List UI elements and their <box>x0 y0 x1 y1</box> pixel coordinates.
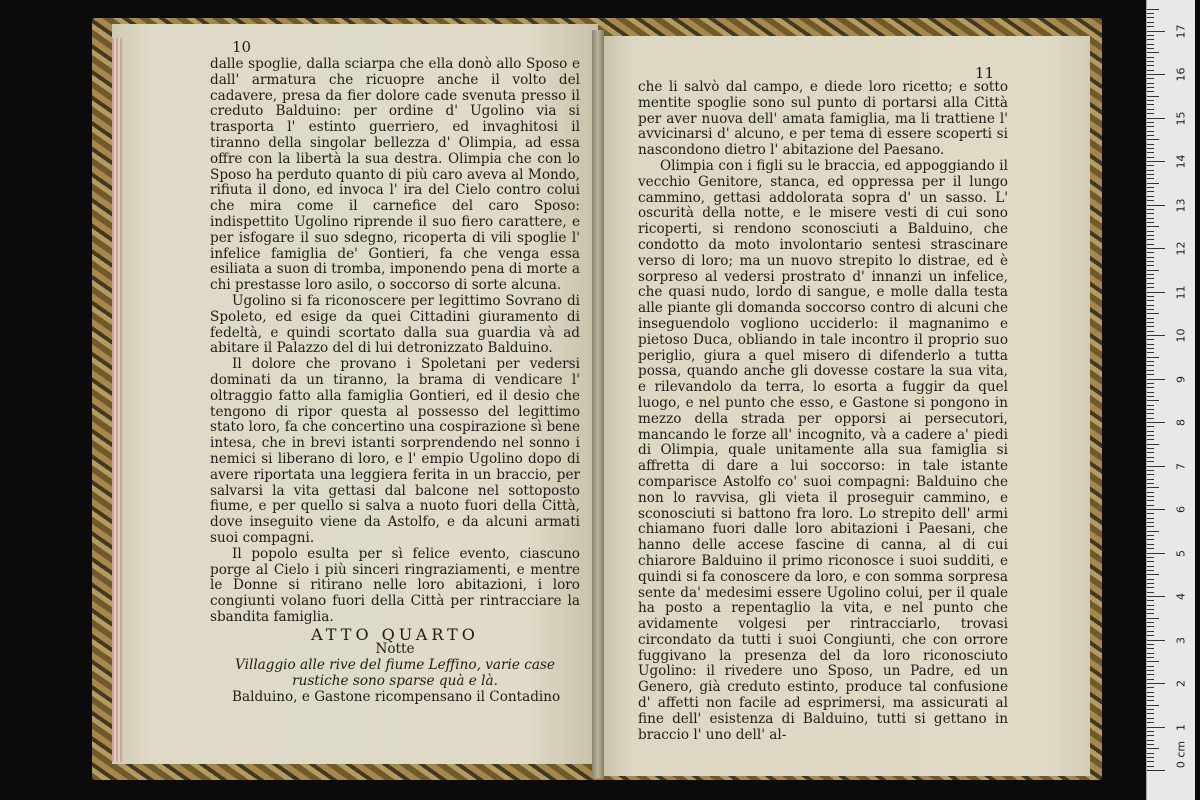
ruler-tick <box>1147 753 1154 754</box>
ruler-tick <box>1147 474 1154 475</box>
ruler-tick <box>1147 622 1154 623</box>
ruler-tick <box>1147 209 1154 210</box>
ruler-tick <box>1147 48 1154 49</box>
ruler-tick <box>1147 740 1154 741</box>
ruler-tick <box>1147 648 1154 649</box>
ruler-tick <box>1147 91 1154 92</box>
paragraph: Il dolore che provano i Spoletani per vedersi dominati da un tiranno, la brama di vendicare l' oltraggio fatto alla famiglia Gontieri, ed il desio che tengono di ripor questa al possesso del legittimo stato loro, fa che concertino una cospirazione sì bene intesa, che in brevi istanti sorprendendo nel sonno i nemici si liberano di loro, e l' empio Ugolino dopo di avere riportata una leggiera ferita in un braccio, per salvarsi la vita gettasi dal balcone nel sottoposto fiume, e per quello si salva a nuoto fuori della Città, dove inseguito viene da Astolfo, e da alcuni armati suoi compagni. <box>210 356 580 546</box>
ruler-tick <box>1147 396 1154 397</box>
ruler-tick <box>1147 535 1154 536</box>
ruler-tick <box>1147 531 1159 532</box>
book-gutter <box>592 30 604 778</box>
ruler-tick <box>1147 231 1154 232</box>
ruler-tick <box>1147 83 1154 84</box>
paragraph: Olimpia con i figli su le braccia, ed appoggiando il vecchio Genitore, stanca, ed oppressa per il lungo cammino, gettasi addolorata sopra d' un sasso. L' oscurità della notte, e le misere vesti di cui sono ricoperti, si rendono sconosciuti a Balduino, che condotto da moto involontario sentesi strascinare verso di loro; ma un nuovo strepito lo distrae, ed è sorpreso al vedersi prostrato d' innanzi un infelice, che quasi nudo, lordo di sangue, e molle dalla testa alle piante gli domanda soccorso contro di alcuni che inseguendolo vogliono ucciderlo: il magnanimo e pietoso Duca, obliando in tale incontro il proprio suo periglio, giura a quel misero di difenderlo a tutta possa, quando anche gli dovesse costare la sua vita, e rilevandolo da terra, lo esorta a fuggir da quel luogo, e nel punto che esso, e Gastone si pongono in mezzo della strada per opporsi ai persecutori, mancando le forze all' incognito, và a cadere a' piedi di Olimpia, quale unitamente alla sua famiglia si affretta di dare a lui soccorso: in tale istante comparisce Astolfo co' suoi compagni: Balduino che non lo ravvisa, gli vieta il proseguir cammino, e sconosciuti si battono fra loro. Lo strepito dell' armi chiamano fuori dalle loro abitazioni i Paesani, che hanno delle accese fascine di canna, al di cui chiarore Balduino il primo riconosce i suoi sudditi, e quindi si fa conoscere da loro, e con somma sorpresa sente da' medesimi essere Ugolino colui, per il quale ha posto a repentaglio la vita, e nel punto che avidamente volgesi per rintracciarlo, trovasi circondato da tutti i suoi Congiunti, che con orrore fuggivano la presenza del da loro riconosciuto Ugolino: il rivedere uno Sposo, un Padre, ed un Genero, già creduto estinto, produce tal confusione d' affetti non facile ad esprimersi, ma assicurati al fine dell' esistenza di Balduino, tutti si gettano in braccio l' uno dell' al- <box>638 157 1008 743</box>
ruler-tick <box>1147 635 1154 636</box>
ruler-tick <box>1147 183 1159 184</box>
ruler-tick <box>1147 735 1154 736</box>
ruler-tick <box>1147 561 1154 562</box>
ruler-label: 10 <box>1174 328 1188 343</box>
ruler-tick <box>1147 26 1154 27</box>
ruler-label: 14 <box>1174 154 1188 169</box>
ruler-tick <box>1147 13 1154 14</box>
ruler-tick <box>1147 696 1154 697</box>
ruler-tick <box>1147 361 1154 362</box>
ruler-tick <box>1147 583 1154 584</box>
ruler-label: 3 <box>1174 636 1188 644</box>
ruler-tick <box>1147 318 1154 319</box>
ruler-tick <box>1147 248 1165 249</box>
ruler-tick <box>1147 57 1154 58</box>
ruler-tick <box>1147 692 1154 693</box>
ruler-tick <box>1147 674 1154 675</box>
ruler-tick <box>1147 613 1154 614</box>
ruler-tick <box>1147 226 1159 227</box>
paragraph: Ugolino si fa riconoscere per legittimo Sovrano di Spoleto, ed esige da quei Cittadini giuramento di fedeltà, e quindi scortato dalla sua guardia và ad abitare il Palazzo del di lui detronizzato Balduino. <box>210 292 580 357</box>
paragraph: Il popolo esulta per sì felice evento, ciascuno porge al Cielo i più sinceri ringraziamenti, e mentre le Donne si ritirano nelle loro abitazioni, i loro congiunti volano fuori della Città per rintracciare la sbandita famiglia. <box>210 545 580 625</box>
ruler-tick <box>1147 722 1154 723</box>
ruler-tick <box>1147 274 1154 275</box>
ruler-tick <box>1147 448 1154 449</box>
ruler-tick <box>1147 461 1154 462</box>
ruler-tick <box>1147 370 1154 371</box>
ruler-tick <box>1147 426 1154 427</box>
ruler-label: 17 <box>1174 24 1188 38</box>
ruler-tick <box>1147 200 1154 201</box>
ruler-tick <box>1147 296 1154 297</box>
ruler-tick <box>1147 148 1154 149</box>
ruler-tick <box>1147 392 1154 393</box>
ruler-label: 4 <box>1174 593 1188 600</box>
ruler-tick <box>1147 405 1154 406</box>
ruler-tick <box>1147 757 1154 758</box>
ruler-label: 2 <box>1174 680 1188 687</box>
ruler-tick <box>1147 644 1154 645</box>
page-edges <box>112 38 122 762</box>
ruler-tick <box>1147 626 1154 627</box>
ruler-tick <box>1147 439 1154 440</box>
ruler-tick <box>1147 748 1159 749</box>
ruler-tick <box>1147 579 1154 580</box>
ruler-tick <box>1147 574 1159 575</box>
ruler-tick <box>1147 587 1154 588</box>
ruler-tick <box>1147 653 1154 654</box>
ruler-tick <box>1147 548 1154 549</box>
ruler-tick <box>1147 539 1154 540</box>
ruler-tick <box>1147 600 1154 601</box>
ruler-tick <box>1147 518 1154 519</box>
ruler-tick <box>1147 257 1154 258</box>
ruler-tick <box>1147 766 1154 767</box>
left-page <box>112 24 598 764</box>
ruler-tick <box>1147 31 1165 32</box>
ruler-tick <box>1147 522 1154 523</box>
ruler-tick <box>1147 631 1154 632</box>
ruler-tick <box>1147 348 1154 349</box>
ruler-tick <box>1147 235 1154 236</box>
ruler-tick <box>1147 505 1154 506</box>
ruler-tick <box>1147 713 1154 714</box>
stage-direction: Villaggio alle rive del fiume Leffino, varie case rustiche sono sparse quà e là. <box>235 657 555 690</box>
ruler-tick <box>1147 570 1154 571</box>
ruler-tick <box>1147 444 1159 445</box>
paragraph: che li salvò dal campo, e diede loro ricetto; e sotto mentite spoglie sono sul punto di portarsi alla Città per aver nuova dell' amata famiglia, ma li trattiene l' avvicinarsi d' alcuno, e per tema di essere scoperti si nascondono dietro l' abitazione del Paesano. <box>638 79 1008 159</box>
ruler-tick <box>1147 292 1165 293</box>
ruler-tick <box>1147 466 1165 467</box>
ruler-tick <box>1147 435 1154 436</box>
ruler-tick <box>1147 379 1165 380</box>
ruler-tick <box>1147 9 1159 10</box>
ruler-label: 5 <box>1174 549 1188 557</box>
ruler-tick <box>1147 666 1154 667</box>
ruler-tick <box>1147 500 1154 501</box>
ruler-tick <box>1147 335 1165 336</box>
ruler-tick <box>1147 309 1154 310</box>
ruler-tick <box>1147 492 1154 493</box>
ruler-tick <box>1147 265 1154 266</box>
ruler-tick <box>1147 287 1154 288</box>
ruler-tick <box>1147 387 1154 388</box>
ruler-tick <box>1147 152 1154 153</box>
ruler-tick <box>1147 683 1165 684</box>
ruler-tick <box>1147 509 1165 510</box>
ruler-tick <box>1147 374 1154 375</box>
ruler-tick <box>1147 718 1154 719</box>
ruler-tick <box>1147 452 1154 453</box>
ruler-tick <box>1147 261 1154 262</box>
ruler-tick <box>1147 35 1154 36</box>
ruler-tick <box>1147 496 1154 497</box>
act-title: ATTO QUARTO <box>311 624 479 644</box>
ruler-tick <box>1147 144 1154 145</box>
ruler-tick <box>1147 100 1154 101</box>
ruler-tick <box>1147 344 1154 345</box>
ruler-tick <box>1147 553 1165 554</box>
ruler-tick <box>1147 470 1154 471</box>
ruler-tick <box>1147 618 1159 619</box>
ruler-tick <box>1147 196 1154 197</box>
ruler-tick <box>1147 65 1154 66</box>
ruler-tick <box>1147 252 1154 253</box>
ruler-tick <box>1147 278 1154 279</box>
ruler-tick <box>1147 222 1154 223</box>
ruler-tick <box>1147 418 1154 419</box>
ruler-label: 8 <box>1174 419 1188 426</box>
ruler-tick <box>1147 479 1154 480</box>
right-page <box>598 36 1090 776</box>
ruler-tick <box>1147 526 1154 527</box>
ruler-label: 1 <box>1174 723 1188 731</box>
ruler-tick <box>1147 609 1154 610</box>
ruler-tick <box>1147 191 1154 192</box>
ruler-tick <box>1147 118 1165 119</box>
ruler-tick <box>1147 657 1154 658</box>
ruler-tick <box>1147 205 1165 206</box>
ruler-tick <box>1147 431 1154 432</box>
ruler-tick <box>1147 409 1154 410</box>
ruler-tick <box>1147 270 1159 271</box>
ruler-tick <box>1147 300 1154 301</box>
ruler-tick <box>1147 670 1154 671</box>
paragraph: dalle spoglie, dalla sciarpa che ella donò allo Sposo e dall' armatura che ricuopre anche il volto del cadavere, presa da fier dolore cade svenuta presso il creduto Balduino: per ordine d' Ugolino via si trasporta l' estinto guerriero, ed invaghitosi il tiranno della singolar bellezza d' Olimpia, ad essa offre con la libertà la sua destra. Olimpia che con lo Sposo ha perduto quanto di più caro aveva al Mondo, rifiuta il dono, ed invoca l' ira del Cielo contro colui che mira come il carnefice del caro Sposo: indispettito Ugolino riprende il suo fiero carattere, e per isfogare il suo sdegno, ricoperta di vili spoglie l' infelice famiglia de' Gontieri, fa che venga essa esiliata a suon di tromba, imponendo pena di morte a chi prestasse loro asilo, o soccorso di sorte alcuna. <box>210 56 580 294</box>
ruler-tick <box>1147 605 1154 606</box>
ruler-tick <box>1147 96 1159 97</box>
ruler-label: 6 <box>1174 506 1188 513</box>
ruler-tick <box>1147 17 1154 18</box>
ruler-tick <box>1147 513 1154 514</box>
ruler-label: 0 cm <box>1174 740 1188 769</box>
ruler-tick <box>1147 483 1154 484</box>
ruler-tick <box>1147 313 1159 314</box>
ruler-tick <box>1147 661 1159 662</box>
ruler-tick <box>1147 135 1154 136</box>
ruler-tick <box>1147 87 1154 88</box>
ruler-tick <box>1147 544 1154 545</box>
centimeter-ruler <box>1146 0 1195 800</box>
ruler-tick <box>1147 113 1154 114</box>
ruler-tick <box>1147 400 1159 401</box>
ruler-tick <box>1147 126 1154 127</box>
ruler-tick <box>1147 244 1154 245</box>
ruler-tick <box>1147 174 1154 175</box>
ruler-tick <box>1147 322 1154 323</box>
ruler-tick <box>1147 727 1165 728</box>
ruler-tick <box>1147 700 1154 701</box>
page-text <box>210 57 580 706</box>
ruler-tick <box>1147 305 1154 306</box>
ruler-label: 15 <box>1174 111 1188 125</box>
ruler-tick <box>1147 157 1154 158</box>
ruler-tick <box>1147 709 1154 710</box>
ruler-tick <box>1147 283 1154 284</box>
ruler-label: 7 <box>1174 462 1188 470</box>
ruler-tick <box>1147 78 1154 79</box>
ruler-tick <box>1147 731 1154 732</box>
ruler-tick <box>1147 39 1154 40</box>
page-text <box>638 80 1008 743</box>
ruler-tick <box>1147 178 1154 179</box>
ruler-label: 9 <box>1174 375 1188 383</box>
ruler-tick <box>1147 357 1159 358</box>
page-number: 10 <box>232 38 252 56</box>
ruler-tick <box>1147 557 1154 558</box>
ruler-tick <box>1147 74 1165 75</box>
ruler-tick <box>1147 457 1154 458</box>
ruler-tick <box>1147 239 1154 240</box>
ruler-tick <box>1147 104 1154 105</box>
ruler-label: 13 <box>1174 198 1188 212</box>
ruler-tick <box>1147 109 1154 110</box>
ruler-tick <box>1147 705 1159 706</box>
ruler-tick <box>1147 592 1154 593</box>
ruler-tick <box>1147 326 1154 327</box>
ruler-tick <box>1147 352 1154 353</box>
ruler-tick <box>1147 61 1154 62</box>
ruler-tick <box>1147 383 1154 384</box>
ruler-tick <box>1147 52 1159 53</box>
ruler-tick <box>1147 122 1154 123</box>
ruler-tick <box>1147 44 1154 45</box>
ruler-tick <box>1147 170 1154 171</box>
ruler-tick <box>1147 139 1159 140</box>
ruler-label: 16 <box>1174 67 1188 82</box>
ruler-label: 11 <box>1174 285 1188 299</box>
ruler-tick <box>1147 679 1154 680</box>
ruler-tick <box>1147 744 1154 745</box>
ruler-tick <box>1147 131 1154 132</box>
ruler-tick <box>1147 770 1165 771</box>
ruler-tick <box>1147 566 1154 567</box>
page-number: 11 <box>974 64 994 82</box>
ruler-tick <box>1147 365 1154 366</box>
ruler-tick <box>1147 165 1154 166</box>
ruler-tick <box>1147 687 1154 688</box>
ruler-tick <box>1147 413 1154 414</box>
ruler-tick <box>1147 422 1165 423</box>
ruler-tick <box>1147 761 1154 762</box>
ruler-tick <box>1147 22 1154 23</box>
ruler-tick <box>1147 640 1165 641</box>
paragraph: Balduino, e Gastone ricompensano il Contadino <box>232 688 561 705</box>
ruler-label: 12 <box>1174 241 1188 256</box>
ruler-tick <box>1147 161 1165 162</box>
ruler-tick <box>1147 331 1154 332</box>
ruler-tick <box>1147 487 1159 488</box>
ruler-tick <box>1147 339 1154 340</box>
ruler-tick <box>1147 213 1154 214</box>
act-subtitle: Notte <box>375 641 415 658</box>
ruler-tick <box>1147 187 1154 188</box>
ruler-tick <box>1147 596 1165 597</box>
ruler-tick <box>1147 70 1154 71</box>
ruler-tick <box>1147 218 1154 219</box>
